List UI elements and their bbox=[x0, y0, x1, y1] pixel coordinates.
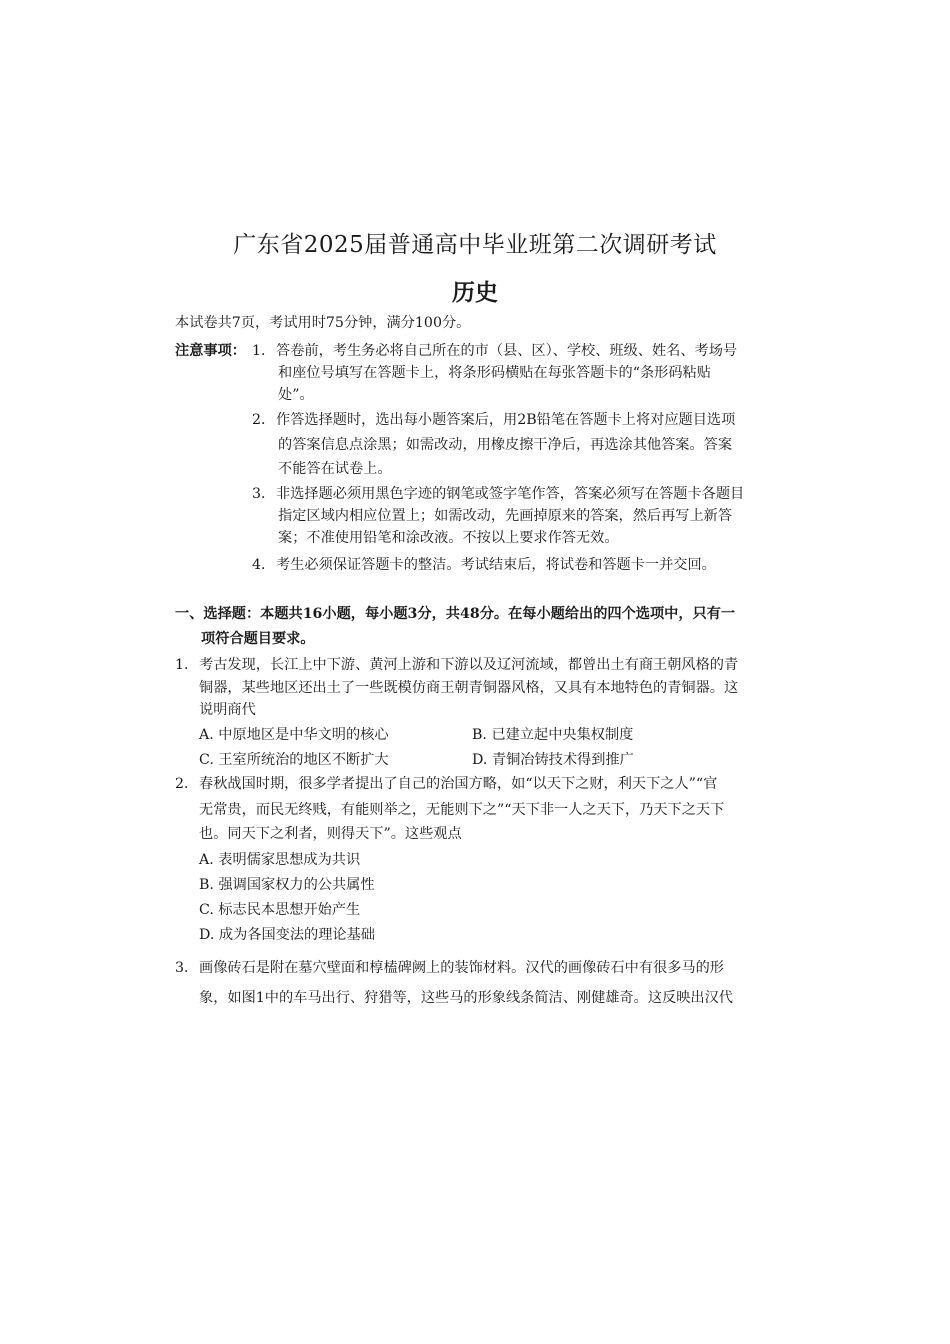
notice-item-line: 的答案信息点涂黑；如需改动，用橡皮擦干净后，再选涂其他答案。答案 bbox=[278, 437, 733, 453]
notice-item-line: 不能答在试卷上。 bbox=[278, 461, 392, 477]
notice-item-line: 处”。 bbox=[278, 387, 314, 403]
question-stem-line: 象，如图1中的车马出行、狩猎等，这些马的形象线条简洁、刚健雄奇。这反映出汉代 bbox=[199, 990, 733, 1006]
question-number: 3． bbox=[175, 960, 199, 976]
question-number: 2． bbox=[175, 776, 199, 792]
question-stem-line: 画像砖石是附在墓穴壁面和椁榼碑阙上的装饰材料。汉代的画像砖石中有很多马的形 bbox=[199, 960, 724, 976]
notice-item-number: 2． bbox=[252, 412, 276, 428]
question-number: 1． bbox=[175, 657, 199, 673]
notice-item-line: 和座位号填写在答题卡上，将条形码横贴在每张答题卡的“条形码粘贴 bbox=[278, 365, 711, 381]
option-d: D. 成为各国变法的理论基础 bbox=[199, 927, 375, 943]
notice-item-line: 非选择题必须用黑色字迹的钢笔或签字笔作答，答案必须写在答题卡各题目 bbox=[276, 486, 745, 502]
notice-label: 注意事项： bbox=[175, 343, 246, 359]
question-stem-line: 说明商代 bbox=[199, 702, 256, 718]
notice-item-line: 答卷前，考生务必将自己所在的市（县、区）、学校、班级、姓名、考场号 bbox=[276, 343, 738, 359]
question-stem-line: 考古发现，长江上中下游、黄河上游和下游以及辽河流域，都曾出土有商王朝风格的青 bbox=[199, 657, 739, 673]
question-stem-line: 也。同天下之利者，则得天下”。这些观点 bbox=[199, 826, 462, 842]
question-stem-line: 无常贵，而民无终贱，有能则举之，无能则下之”“天下非一人之天下，乃天下之天下 bbox=[199, 802, 725, 818]
option-a: A. 表明儒家思想成为共识 bbox=[199, 852, 361, 868]
option-c: C. 王室所统治的地区不断扩大 bbox=[199, 752, 389, 768]
notice-item-number: 1． bbox=[252, 343, 276, 359]
option-c: C. 标志民本思想开始产生 bbox=[199, 902, 361, 918]
subject-title: 历史 bbox=[452, 279, 498, 306]
notice-item-line: 考生必须保证答题卡的整洁。考试结束后，将试卷和答题卡一并交回。 bbox=[276, 557, 716, 573]
exam-title: 广东省2025届普通高中毕业班第二次调研考试 bbox=[233, 232, 717, 258]
notice-item-line: 指定区域内相应位置上；如需改动，先画掉原来的答案，然后再写上新答 bbox=[278, 508, 733, 524]
option-b: B. 已建立起中央集权制度 bbox=[472, 727, 634, 743]
option-a: A. 中原地区是中华文明的核心 bbox=[199, 727, 389, 743]
section-heading: 一、选择题：本题共16小题，每小题3分，共48分。在每小题给出的四个选项中，只有一 bbox=[175, 606, 736, 622]
question-stem-line: 铜器，某些地区还出土了一些既模仿商王朝青铜器风格，又具有本地特色的青铜器。这 bbox=[199, 680, 739, 696]
option-d: D. 青铜冶铸技术得到推广 bbox=[472, 752, 634, 768]
notice-item-line: 案；不准使用铅笔和涂改液。不按以上要求作答无效。 bbox=[278, 530, 619, 546]
option-b: B. 强调国家权力的公共属性 bbox=[199, 877, 375, 893]
question-stem-line: 春秋战国时期，很多学者提出了自己的治国方略，如“以天下之财，利天下之人”“官 bbox=[199, 776, 718, 792]
exam-intro: 本试卷共7页，考试用时75分钟，满分100分。 bbox=[175, 315, 471, 331]
notice-item-line: 作答选择题时，选出每小题答案后，用2B铅笔在答题卡上将对应题目选项 bbox=[276, 412, 736, 428]
notice-item-number: 4． bbox=[252, 557, 276, 573]
section-heading-cont: 项符合题目要求。 bbox=[201, 631, 315, 647]
notice-item-number: 3． bbox=[252, 486, 276, 502]
